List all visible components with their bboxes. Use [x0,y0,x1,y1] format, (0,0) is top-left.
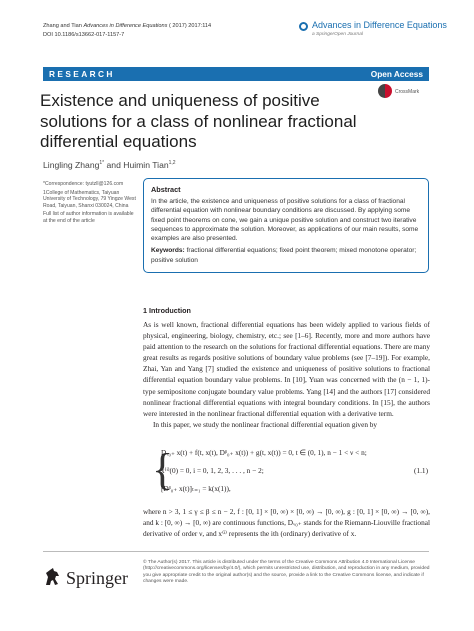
abstract-box [143,178,429,273]
open-access-label: Open Access [370,69,423,79]
intro-paragraph-3: where n > 3, 1 ≤ γ ≤ β ≤ n − 2, f : [0, 1] × [0, ∞) × [0, ∞) → [0, ∞), g : [0, 1] × [0, ∞) → [0, ∞), and k : [0, ∞) → [0, ∞) are continuous functions, Dᵥ₀₊ stands for the Riemann-Liouville fractional derivative of order ν, and x⁽ⁱ⁾ represents the ith (ordinary) derivative of x. [143,507,430,538]
journal-subtitle: a SpringerOpen Journal [312,32,363,37]
citation-line [43,22,211,31]
paper-title: Existence and uniqueness of positive solutions for a class of nonlinear fractional differential equations [40,91,357,151]
springer-logo[interactable] [43,567,143,593]
author-1-affil: 1* [99,160,105,167]
keywords-label: Keywords: [151,247,185,255]
article-type-band [43,67,429,81]
crossmark-icon [378,84,392,98]
affiliation: 1College of Mathematics, Taiyuan University of Technology, 79 Yingze West Road, Taiyuan, Shanxi 030024, China [43,189,136,209]
side-notes [43,181,138,227]
author-2-affil: 1,2 [168,160,176,167]
license-text: © The Author(s) 2017. This article is distributed under the terms of the Creative Commons Attribution 4.0 International License (http://creativecommons.org/licenses/by/4.0/), which permits unrestricted use, distribution, and reproduction in any medium, provided you give appropriate credit to the original author(s) and the source, provide a link to the Creative Commons license, and indicate if changes were made. [143,560,430,585]
equation-line-1: Dᵥ₀₊ x(t) + f(t, x(t), Dᵝ₀₊ x(t)) + g(t, x(t)) = 0, t ∈ (0, 1), n − 1 < ν < n; [161,448,367,457]
crossmark-label: CrossMark [395,89,420,95]
journal-name: Advances in Difference Equations [312,20,447,30]
citation-header [43,22,211,39]
author-and: and [104,160,124,170]
keywords [151,246,421,265]
doi[interactable]: DOI 10.1186/s13662-017-1157-7 [43,31,125,38]
introduction-body [143,319,430,430]
citation-journal: Advances in Difference Equations [83,23,168,29]
equation-1-1 [152,441,430,500]
intro-paragraph-1: As is well known, fractional differential equations has been widely applied to various fields of physical, engineering, biology, chemistry, etc.; see [1–6]. Recently, more and more authors have paid attention to the research on the solutions for fractional differential equations. There are many great results as regards positive solutions of boundary value problems (see [7–19]). For example, Zhai, Yan and Yang [7] studied the existence and uniqueness of positive solutions to fractional differential equation boundary value problems. In [10], Yuan was concerned with the (n − 1, 1)-type semipositone conjugate boundary value problems. Yang [14] and the authors [17] considered nonlinear fractional differential equations with integral boundary conditions. In [15], the authors were interested in the nonlinear fractional differential equation with a derivative term. [143,320,430,418]
introduction-body-continued [143,507,430,540]
author-1[interactable]: Lingling Zhang [43,160,100,170]
article-type-label: RESEARCH [49,69,115,79]
journal-logo-icon [299,22,308,31]
springer-horse-icon [43,567,61,587]
equation-brace: { [152,445,174,494]
author-info-note: Full list of author information is available at the end of the article [43,211,134,224]
equation-number: (1.1) [414,466,428,475]
author-list [43,160,176,170]
abstract-text: In the article, the existence and uniqueness of positive solutions for a class of fractional differential equation with nonlinear boundary conditions are discussed. By applying some fixed point theorems on cone, we gain a unique positive solution and construct two iterative sequences to approximate the solution. Moreover, as applications of our main results, some examples are also presented. [151,198,419,243]
abstract-heading: Abstract [151,185,181,194]
springer-wordmark: Springer [66,568,128,588]
equation-line-3: [Dᵝ₀₊ x(t)]ₜ₌₁ = k(x(1)), [161,484,231,493]
footer-divider [43,551,429,552]
equation-line-2: x⁽ⁱ⁾(0) = 0, i = 0, 1, 2, 3, . . . , n − 2; [161,466,264,475]
correspondence-email[interactable]: *Correspondence: tyutzll@126.com [43,181,124,187]
crossmark-badge[interactable] [378,84,438,100]
citation-volume: ( 2017) 2017:114 [167,23,212,29]
citation-authors: Zhang and Tian [43,23,84,29]
keywords-list: fractional differential equations; fixed point theorem; mixed monotone operator; positive solution [151,247,417,264]
author-2[interactable]: Huimin Tian [123,160,169,170]
intro-paragraph-2: In this paper, we study the nonlinear fractional differential equation given by [153,419,378,429]
section-heading-introduction: 1 Introduction [143,306,191,315]
journal-logo[interactable] [299,20,449,44]
